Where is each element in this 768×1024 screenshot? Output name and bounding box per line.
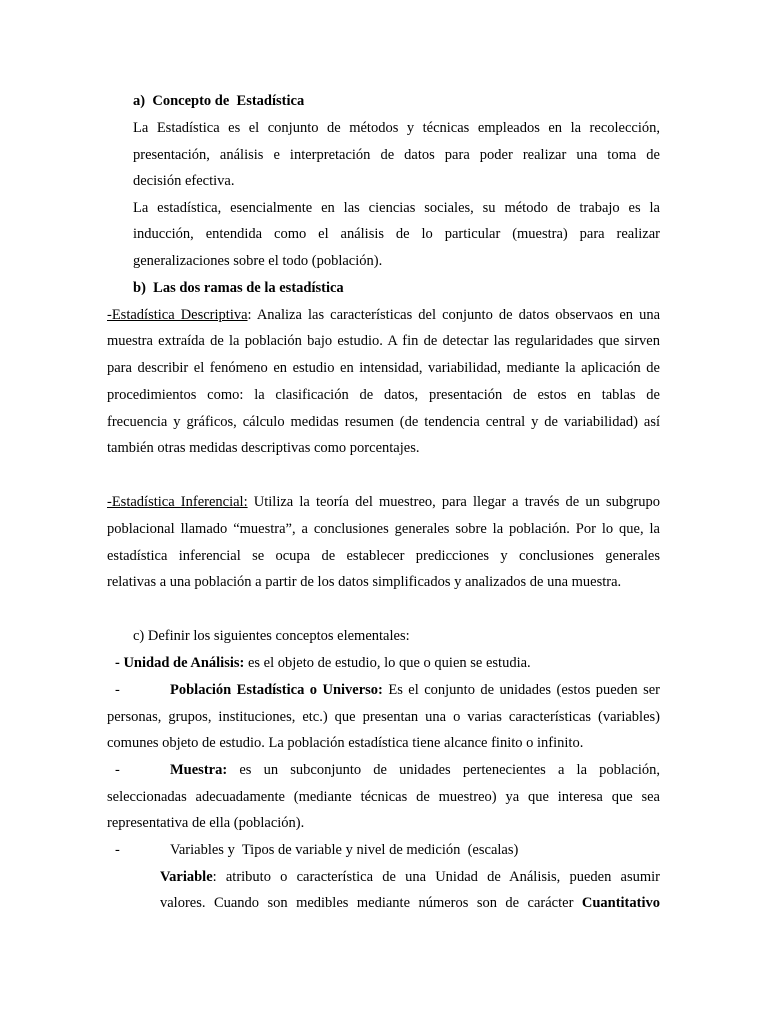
- poblacion-line: personas, grupos, instituciones, etc.) que presentan una o varias características (variables): [107, 709, 660, 725]
- section-a-heading: [133, 92, 304, 110]
- inferencial-line: estadística inferencial se ocupa de establecer predicciones y conclusiones generales: [107, 548, 660, 564]
- section-a-p2-line: generalizaciones sobre el todo (población).: [133, 253, 383, 269]
- variable-cuantitativo: Cuantitativo: [581, 895, 660, 911]
- unidad-term: - Unidad de Análisis:: [115, 655, 245, 671]
- section-c-intro: c) Definir los siguientes conceptos elementales:: [133, 628, 410, 644]
- descriptiva-line: frecuencia y gráficos, cálculo medidas resumen (de tendencia central y de variabilidad) así: [107, 414, 660, 430]
- poblacion-dash: -: [115, 682, 120, 698]
- poblacion-term: Población Estadística o Universo:: [170, 682, 383, 698]
- muestra-first-line: [170, 761, 660, 779]
- descriptiva-line: para describir el fenómeno en estudio en intensidad, variabilidad, mediante la aplicación de: [107, 360, 660, 376]
- variable-first-line: [160, 868, 660, 886]
- descriptiva-line: también otras medidas descriptivas como porcentajes.: [107, 440, 420, 456]
- descriptiva-first-text: : Analiza las características del conjunto de datos observaos en una: [247, 307, 661, 323]
- muestra-term: Muestra:: [170, 762, 228, 778]
- unidad-line: [115, 654, 531, 672]
- descriptiva-line: muestra extraída de la población bajo estudio. A fin de detectar las regularidades que sirven: [107, 333, 660, 349]
- section-a-prefix: a): [133, 93, 146, 109]
- descriptiva-first-line: [107, 306, 660, 324]
- section-a-p1-line: decisión efectiva.: [133, 173, 235, 189]
- variable-first-text: : atributo o característica de una Unidad de Análisis, pueden asumir: [212, 869, 660, 885]
- muestra-first-text: es un subconjunto de unidades pertenecientes a la población,: [227, 762, 660, 778]
- variable-term: Variable: [160, 869, 213, 885]
- inferencial-first-line: [107, 493, 660, 511]
- section-b-heading: [133, 279, 344, 297]
- descriptiva-term: -Estadística Descriptiva: [107, 307, 248, 323]
- section-a-p1-line: presentación, análisis e interpretación de datos para poder realizar una toma de: [133, 147, 660, 163]
- variable-second-text: valores. Cuando son medibles mediante números son de carácter: [160, 895, 582, 911]
- variables-heading: Variables y Tipos de variable y nivel de medición (escalas): [170, 842, 519, 858]
- unidad-text: es el objeto de estudio, lo que o quien se estudia.: [244, 655, 531, 671]
- section-a-p2-line: La estadística, esencialmente en las ciencias sociales, su método de trabajo es la: [133, 200, 660, 216]
- section-a-title: Concepto de Estadística: [152, 93, 305, 109]
- poblacion-first-text: Es el conjunto de unidades (estos pueden ser: [382, 682, 661, 698]
- inferencial-term: -Estadística Inferencial:: [107, 494, 248, 510]
- poblacion-first-line: [170, 681, 660, 699]
- section-b-title: Las dos ramas de la estadística: [153, 280, 344, 296]
- section-a-p1-line: La Estadística es el conjunto de métodos y técnicas empleados en la recolección,: [133, 120, 660, 136]
- variable-second-line: [160, 894, 660, 912]
- muestra-line: representativa de ella (población).: [107, 815, 305, 831]
- muestra-dash: -: [115, 762, 120, 778]
- descriptiva-line: procedimientos como: la clasificación de datos, presentación de estos en tablas de: [107, 387, 660, 403]
- inferencial-line: poblacional llamado “muestra”, a conclusiones generales sobre la población. Por lo que, la: [107, 521, 660, 537]
- poblacion-line: comunes objeto de estudio. La población estadística tiene alcance finito o infinito.: [107, 735, 584, 751]
- variables-dash: -: [115, 842, 120, 858]
- section-b-prefix: b): [133, 280, 146, 296]
- muestra-line: seleccionadas adecuadamente (mediante técnicas de muestreo) ya que interesa que sea: [107, 789, 660, 805]
- section-a-p2-line: inducción, entendida como el análisis de lo particular (muestra) para realizar: [133, 226, 660, 242]
- inferencial-first-text: Utiliza la teoría del muestreo, para llegar a través de un subgrupo: [247, 494, 660, 510]
- inferencial-line: relativas a una población a partir de los datos simplificados y analizados de una muestra.: [107, 574, 622, 590]
